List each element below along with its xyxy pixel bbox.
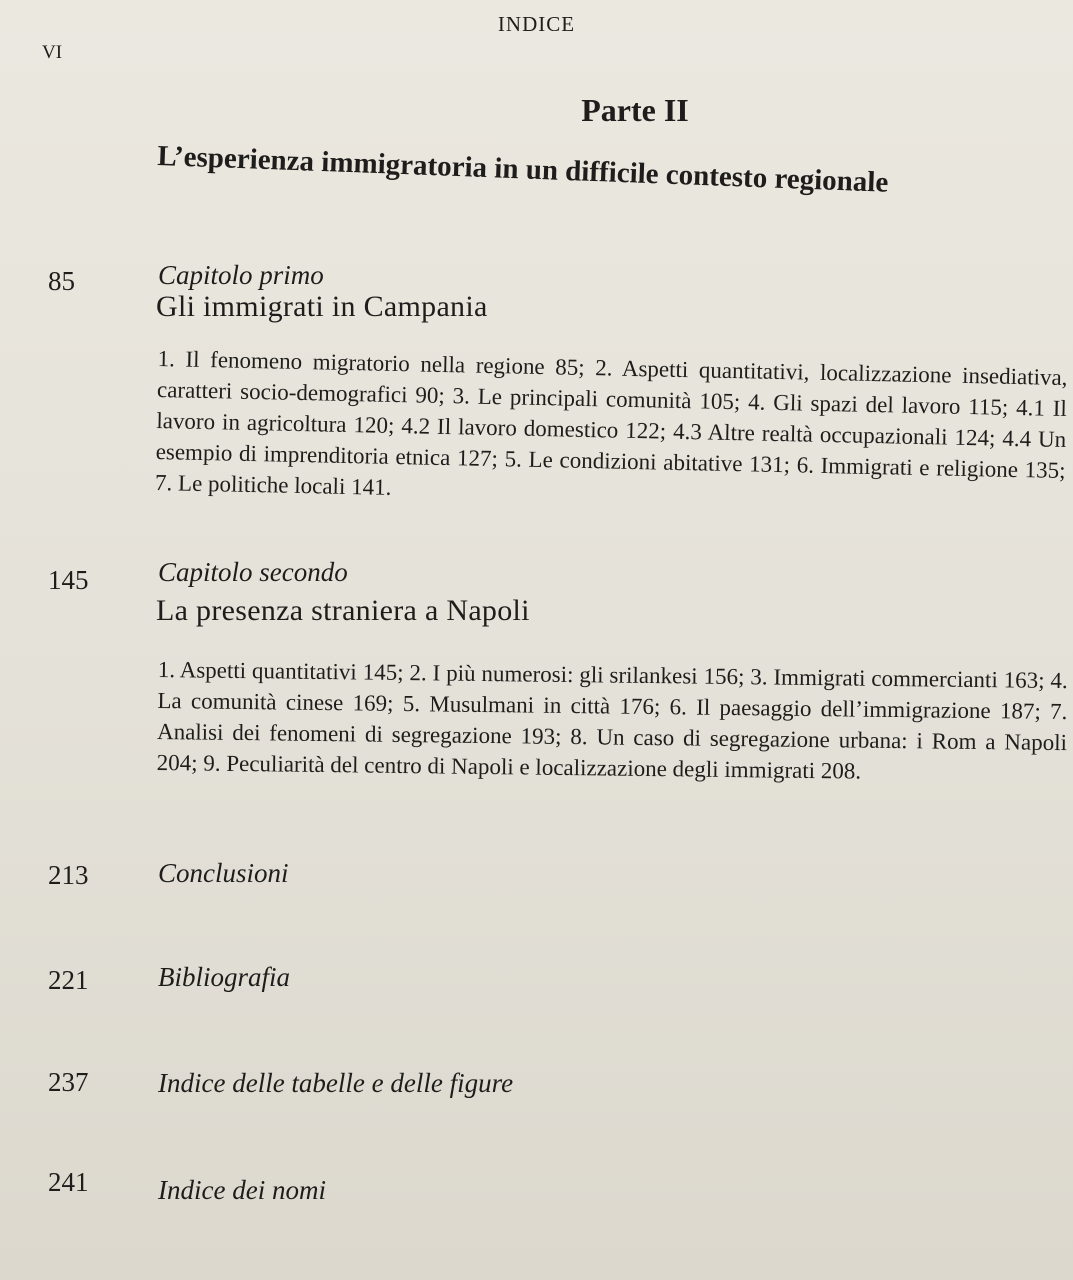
- chapter-summary: 1. Il fenomeno migratorio nella regione 85; 2. Aspetti quantitativi, localizzazione insediativa, caratteri socio-demografici 90; 3. Le principali comunità 105; 4. Gli spazi del lavoro 115; 4.1 Il lavoro in agricoltura 120; 4.2 Il lavoro domestico 122; 4.3 Altre realtà occupazionali 124; 4.4 Un esempio di imprenditoria etnica 127; 5. Le condizioni abitative 131; 6. Immigrati e religione 135; 7. Le politiche locali 141.: [154, 345, 1068, 500]
- chapter-title: La presenza straniera a Napoli: [156, 594, 530, 627]
- part-title: Parte II: [581, 92, 689, 128]
- chapter-title: Gli immigrati in Campania: [156, 290, 488, 323]
- page-folio: VI: [42, 42, 63, 63]
- chapter-label: Capitolo secondo: [158, 557, 348, 587]
- chapter-summary: 1. Aspetti quantitativi 145; 2. I più numerosi: gli srilankesi 156; 3. Immigrati commercianti 163; 4. La comunità cinese 169; 5. Musulmani in città 176; 6. Il paesaggio dell’immigrazione 187; 7. Analisi dei fenomeni di segregazione 193; 8. Un caso di segregazione urbana: i Rom a Napoli 204; 9. Peculiarità del centro di Napoli e localizzazione degli immigrati 208.: [156, 656, 1068, 784]
- part-subtitle: L’esperienza immigratoria in un difficile contesto regionale: [156, 140, 889, 199]
- toc-entry-title: Indice delle tabelle e delle figure: [158, 1068, 514, 1098]
- toc-entry-title: Indice dei nomi: [158, 1175, 326, 1205]
- toc-page-number: 241: [48, 1167, 89, 1197]
- chapter-label: Capitolo primo: [158, 260, 324, 290]
- toc-entry-title: Bibliografia: [158, 962, 291, 992]
- running-head: INDICE: [497, 12, 576, 36]
- toc-page-number: 145: [48, 565, 89, 595]
- toc-page-number: 237: [48, 1067, 89, 1097]
- toc-page-number: 213: [48, 860, 89, 890]
- toc-entry-title: Conclusioni: [158, 858, 289, 888]
- toc-page-number: 221: [48, 965, 89, 995]
- toc-page-number: 85: [48, 266, 75, 296]
